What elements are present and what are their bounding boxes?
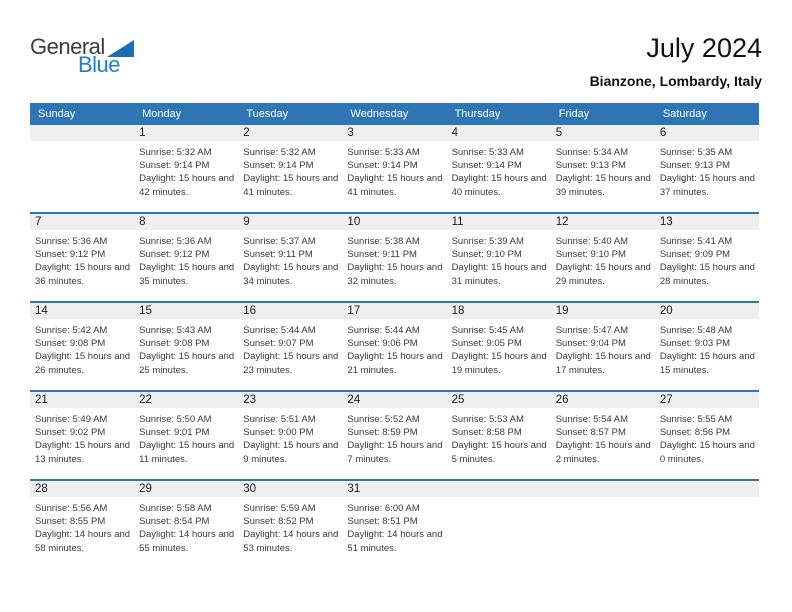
weekday-header-sunday: Sunday <box>38 108 76 120</box>
calendar-day-cell-24 <box>342 392 446 479</box>
sunrise-text: Sunrise: 5:56 AM <box>35 503 108 514</box>
calendar-day-cell-1 <box>134 125 238 212</box>
sunrise-text: Sunrise: 5:38 AM <box>347 236 420 247</box>
weekday-header-wednesday: Wednesday <box>350 108 409 120</box>
day-details <box>342 319 446 390</box>
day-number: 14 <box>30 303 134 319</box>
week-row-3 <box>30 301 759 390</box>
day-details <box>342 408 446 479</box>
weeks-container <box>30 125 759 568</box>
sunset-text: Sunset: 8:55 PM <box>35 516 106 528</box>
calendar-day-cell-3 <box>342 125 446 212</box>
day-number: 22 <box>134 392 238 408</box>
day-number: 21 <box>30 392 134 408</box>
sunrise-text: Sunrise: 5:42 AM <box>35 325 108 336</box>
day-details <box>238 408 342 479</box>
daylight-text: Daylight: 14 hours and 53 minutes. <box>243 529 339 554</box>
calendar-day-cell-14 <box>30 303 134 390</box>
day-details <box>655 497 759 568</box>
sunset-text: Sunset: 8:56 PM <box>659 427 731 439</box>
sunrise-text: Sunrise: 5:55 AM <box>659 414 733 425</box>
daylight-text: Daylight: 15 hours and 29 minutes. <box>555 262 651 287</box>
week-row-4 <box>30 390 759 479</box>
sunset-text: Sunset: 9:14 PM <box>243 160 314 172</box>
day-number: 12 <box>551 214 655 230</box>
calendar-day-cell-29 <box>134 481 238 568</box>
day-number: 6 <box>655 125 759 141</box>
sunset-text: Sunset: 8:57 PM <box>555 427 626 439</box>
sunrise-text: Sunrise: 5:36 AM <box>35 236 108 247</box>
sunrise-text: Sunrise: 5:49 AM <box>35 414 108 425</box>
daylight-text: Daylight: 14 hours and 58 minutes. <box>35 529 131 554</box>
daylight-text: Daylight: 15 hours and 35 minutes. <box>139 262 235 287</box>
day-number: 31 <box>342 481 446 497</box>
calendar-day-cell-19 <box>551 303 655 390</box>
sunrise-text: Sunrise: 5:41 AM <box>659 236 733 247</box>
day-number: 20 <box>655 303 759 319</box>
sunrise-text: Sunrise: 5:50 AM <box>139 414 212 425</box>
sunset-text: Sunset: 9:08 PM <box>139 338 210 350</box>
day-number: 3 <box>342 125 446 141</box>
day-number: 29 <box>134 481 238 497</box>
calendar-day-cell-4 <box>447 125 551 212</box>
calendar-day-cell-5 <box>551 125 655 212</box>
sunrise-text: Sunrise: 5:39 AM <box>451 236 524 247</box>
calendar-day-cell-25 <box>447 392 551 479</box>
day-details <box>655 319 759 390</box>
sunset-text: Sunset: 9:10 PM <box>555 249 626 261</box>
calendar-day-cell-30 <box>238 481 342 568</box>
sunrise-text: Sunrise: 5:45 AM <box>451 325 524 336</box>
weekday-header-saturday: Saturday <box>662 108 707 120</box>
daylight-text: Daylight: 15 hours and 42 minutes. <box>139 173 235 198</box>
day-number: 4 <box>447 125 551 141</box>
daylight-text: Daylight: 15 hours and 40 minutes. <box>451 173 547 198</box>
calendar-day-cell-13 <box>655 214 759 301</box>
day-details <box>655 408 759 479</box>
calendar-day-cell-12 <box>551 214 655 301</box>
sunrise-text: Sunrise: 5:37 AM <box>243 236 316 247</box>
sunset-text: Sunset: 8:52 PM <box>243 516 314 528</box>
day-number: 2 <box>238 125 342 141</box>
day-details <box>551 141 655 212</box>
day-number: 15 <box>134 303 238 319</box>
sunset-text: Sunset: 9:10 PM <box>451 249 522 261</box>
day-number: 11 <box>447 214 551 230</box>
sunset-text: Sunset: 9:13 PM <box>555 160 626 172</box>
daylight-text: Daylight: 15 hours and 28 minutes. <box>659 262 755 287</box>
sunrise-text: Sunrise: 5:59 AM <box>243 503 316 514</box>
day-details <box>30 408 134 479</box>
daylight-text: Daylight: 15 hours and 37 minutes. <box>659 173 755 198</box>
day-details <box>342 230 446 301</box>
general-blue-logo <box>30 36 134 76</box>
calendar-day-cell-21 <box>30 392 134 479</box>
day-details <box>551 497 655 568</box>
day-details <box>551 230 655 301</box>
day-details <box>238 319 342 390</box>
calendar-day-cell-9 <box>238 214 342 301</box>
day-number: 18 <box>447 303 551 319</box>
day-number: 5 <box>551 125 655 141</box>
day-details <box>134 230 238 301</box>
calendar-day-cell-31 <box>342 481 446 568</box>
daylight-text: Daylight: 15 hours and 11 minutes. <box>139 440 235 465</box>
sunset-text: Sunset: 8:54 PM <box>139 516 210 528</box>
daylight-text: Daylight: 15 hours and 26 minutes. <box>35 351 131 376</box>
day-details <box>655 141 759 212</box>
sunset-text: Sunset: 8:51 PM <box>347 516 418 528</box>
logo-text-blue: Blue <box>78 52 121 77</box>
day-number: 19 <box>551 303 655 319</box>
sunset-text: Sunset: 8:58 PM <box>451 427 522 439</box>
day-number: 1 <box>134 125 238 141</box>
page-title: July 2024 <box>646 33 762 63</box>
weekday-header-monday: Monday <box>142 108 182 120</box>
sunset-text: Sunset: 9:00 PM <box>243 427 314 439</box>
sunset-text: Sunset: 9:14 PM <box>139 160 210 172</box>
calendar-day-cell-7 <box>30 214 134 301</box>
sunset-text: Sunset: 9:12 PM <box>139 249 210 261</box>
sunset-text: Sunset: 9:09 PM <box>659 249 731 261</box>
calendar-empty-cell <box>551 481 655 568</box>
sunset-text: Sunset: 9:11 PM <box>243 249 313 261</box>
sunrise-text: Sunrise: 5:40 AM <box>555 236 629 247</box>
sunrise-text: Sunrise: 5:32 AM <box>243 147 316 158</box>
day-number <box>551 481 655 497</box>
day-number: 28 <box>30 481 134 497</box>
sunset-text: Sunset: 9:13 PM <box>659 160 731 172</box>
day-details <box>134 408 238 479</box>
weekday-header-row <box>30 103 759 125</box>
sunrise-text: Sunrise: 5:58 AM <box>139 503 212 514</box>
day-details <box>30 230 134 301</box>
daylight-text: Daylight: 15 hours and 23 minutes. <box>243 351 339 376</box>
weekday-header-thursday: Thursday <box>454 108 501 120</box>
daylight-text: Daylight: 15 hours and 31 minutes. <box>451 262 547 287</box>
calendar-day-cell-2 <box>238 125 342 212</box>
sunrise-text: Sunrise: 5:35 AM <box>659 147 733 158</box>
sunrise-text: Sunrise: 5:48 AM <box>659 325 733 336</box>
sunrise-text: Sunrise: 5:34 AM <box>555 147 629 158</box>
calendar-day-cell-23 <box>238 392 342 479</box>
calendar-empty-cell <box>447 481 551 568</box>
daylight-text: Daylight: 15 hours and 9 minutes. <box>243 440 339 465</box>
day-number: 25 <box>447 392 551 408</box>
day-details <box>30 319 134 390</box>
calendar-day-cell-20 <box>655 303 759 390</box>
daylight-text: Daylight: 15 hours and 0 minutes. <box>659 440 755 465</box>
daylight-text: Daylight: 15 hours and 13 minutes. <box>35 440 131 465</box>
daylight-text: Daylight: 15 hours and 5 minutes. <box>451 440 547 465</box>
sunrise-text: Sunrise: 5:36 AM <box>139 236 212 247</box>
daylight-text: Daylight: 14 hours and 55 minutes. <box>139 529 235 554</box>
day-details <box>134 141 238 212</box>
week-row-2 <box>30 212 759 301</box>
sunrise-text: Sunrise: 5:33 AM <box>347 147 420 158</box>
calendar-day-cell-10 <box>342 214 446 301</box>
day-number: 16 <box>238 303 342 319</box>
sunset-text: Sunset: 9:14 PM <box>451 160 522 172</box>
daylight-text: Daylight: 15 hours and 25 minutes. <box>139 351 235 376</box>
day-details <box>342 141 446 212</box>
sunset-text: Sunset: 9:06 PM <box>347 338 418 350</box>
day-number <box>30 125 134 141</box>
sunset-text: Sunset: 9:02 PM <box>35 427 106 439</box>
day-number: 7 <box>30 214 134 230</box>
day-details <box>655 230 759 301</box>
calendar-day-cell-28 <box>30 481 134 568</box>
day-details <box>134 319 238 390</box>
day-details <box>447 230 551 301</box>
calendar-day-cell-22 <box>134 392 238 479</box>
day-details <box>30 497 134 568</box>
weekday-header-friday: Friday <box>558 108 590 120</box>
sunset-text: Sunset: 9:11 PM <box>347 249 417 261</box>
calendar-day-cell-26 <box>551 392 655 479</box>
daylight-text: Daylight: 15 hours and 21 minutes. <box>347 351 443 376</box>
day-details <box>238 141 342 212</box>
daylight-text: Daylight: 15 hours and 36 minutes. <box>35 262 131 287</box>
calendar-day-cell-17 <box>342 303 446 390</box>
sunset-text: Sunset: 9:04 PM <box>555 338 626 350</box>
sunrise-text: Sunrise: 5:32 AM <box>139 147 212 158</box>
day-details <box>447 497 551 568</box>
daylight-text: Daylight: 14 hours and 51 minutes. <box>347 529 443 554</box>
sunset-text: Sunset: 9:01 PM <box>139 427 210 439</box>
day-number: 27 <box>655 392 759 408</box>
sunset-text: Sunset: 9:14 PM <box>347 160 418 172</box>
daylight-text: Daylight: 15 hours and 39 minutes. <box>555 173 651 198</box>
day-number: 26 <box>551 392 655 408</box>
sunrise-text: Sunrise: 5:54 AM <box>555 414 629 425</box>
daylight-text: Daylight: 15 hours and 41 minutes. <box>347 173 443 198</box>
sunrise-text: Sunrise: 5:33 AM <box>451 147 524 158</box>
sunrise-text: Sunrise: 5:44 AM <box>243 325 316 336</box>
sunrise-text: Sunrise: 5:47 AM <box>555 325 629 336</box>
day-number: 8 <box>134 214 238 230</box>
sunset-text: Sunset: 9:08 PM <box>35 338 106 350</box>
calendar-day-cell-16 <box>238 303 342 390</box>
sunset-text: Sunset: 9:03 PM <box>659 338 731 350</box>
day-number: 30 <box>238 481 342 497</box>
day-number: 23 <box>238 392 342 408</box>
day-number: 17 <box>342 303 446 319</box>
day-number: 10 <box>342 214 446 230</box>
day-details <box>342 497 446 568</box>
calendar-day-cell-27 <box>655 392 759 479</box>
calendar-day-cell-8 <box>134 214 238 301</box>
calendar-empty-cell <box>30 125 134 212</box>
daylight-text: Daylight: 15 hours and 17 minutes. <box>555 351 651 376</box>
daylight-text: Daylight: 15 hours and 7 minutes. <box>347 440 443 465</box>
day-details <box>30 141 134 212</box>
daylight-text: Daylight: 15 hours and 15 minutes. <box>659 351 755 376</box>
day-number <box>655 481 759 497</box>
week-row-1 <box>30 125 759 212</box>
calendar-day-cell-6 <box>655 125 759 212</box>
sunrise-text: Sunrise: 5:51 AM <box>243 414 316 425</box>
sunset-text: Sunset: 8:59 PM <box>347 427 418 439</box>
sunset-text: Sunset: 9:05 PM <box>451 338 522 350</box>
sunrise-text: Sunrise: 5:43 AM <box>139 325 212 336</box>
day-details <box>447 141 551 212</box>
sunset-text: Sunset: 9:07 PM <box>243 338 314 350</box>
day-details <box>551 319 655 390</box>
calendar-grid <box>30 103 759 568</box>
logo-text-general: General <box>30 34 105 59</box>
week-row-5 <box>30 479 759 568</box>
daylight-text: Daylight: 15 hours and 41 minutes. <box>243 173 339 198</box>
sunset-text: Sunset: 9:12 PM <box>35 249 106 261</box>
page-subtitle: Bianzone, Lombardy, Italy <box>589 73 762 89</box>
daylight-text: Daylight: 15 hours and 19 minutes. <box>451 351 547 376</box>
day-details <box>238 497 342 568</box>
day-number: 13 <box>655 214 759 230</box>
daylight-text: Daylight: 15 hours and 32 minutes. <box>347 262 443 287</box>
calendar-day-cell-15 <box>134 303 238 390</box>
calendar-day-cell-11 <box>447 214 551 301</box>
day-number: 24 <box>342 392 446 408</box>
sunrise-text: Sunrise: 5:52 AM <box>347 414 420 425</box>
sunrise-text: Sunrise: 6:00 AM <box>347 503 420 514</box>
day-details <box>238 230 342 301</box>
day-number <box>447 481 551 497</box>
sunrise-text: Sunrise: 5:53 AM <box>451 414 524 425</box>
title-block <box>590 32 762 90</box>
day-details <box>447 408 551 479</box>
day-details <box>447 319 551 390</box>
sunrise-text: Sunrise: 5:44 AM <box>347 325 420 336</box>
calendar-empty-cell <box>655 481 759 568</box>
day-details <box>551 408 655 479</box>
calendar-day-cell-18 <box>447 303 551 390</box>
daylight-text: Daylight: 15 hours and 34 minutes. <box>243 262 339 287</box>
daylight-text: Daylight: 15 hours and 2 minutes. <box>555 440 651 465</box>
day-number: 9 <box>238 214 342 230</box>
day-details <box>134 497 238 568</box>
weekday-header-tuesday: Tuesday <box>246 108 289 120</box>
